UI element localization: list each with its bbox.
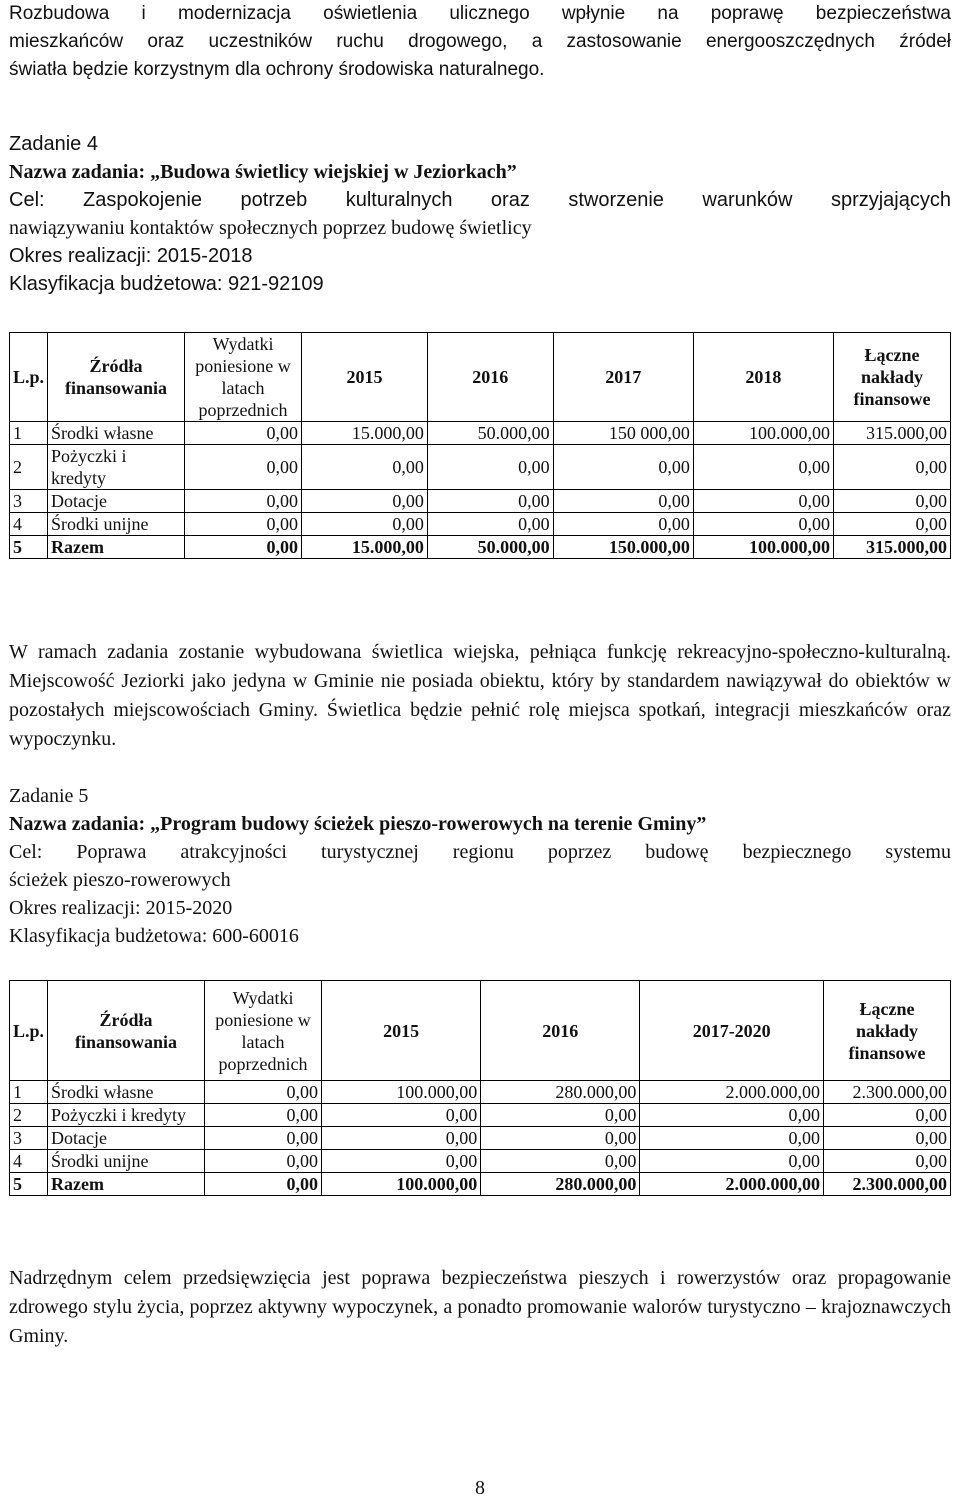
col-header: 2016: [427, 333, 553, 422]
row-source: Środki własne: [48, 422, 185, 445]
cell-value: 280.000,00: [481, 1173, 640, 1196]
task-period: Okres realizacji: 2015-2018: [9, 245, 253, 267]
cell-value: 0,00: [185, 422, 302, 445]
table-row-total: [10, 536, 951, 559]
cell-value: 0,00: [693, 445, 833, 490]
table-row: [10, 422, 951, 445]
task-goal: Cel: Zaspokojenie potrzeb kulturalnych oraz stworzenie warunków sprzyjających: [9, 189, 951, 211]
task-name: Nazwa zadania: „Program budowy ścieżek pieszo-rowerowych na terenie Gminy”: [9, 813, 707, 835]
cell-value: 150.000,00: [553, 536, 693, 559]
col-header: 2015: [322, 981, 481, 1081]
cell-value: 0,00: [302, 513, 428, 536]
row-number: 2: [10, 445, 48, 490]
cell-value: 50.000,00: [427, 422, 553, 445]
row-number: 5: [10, 536, 48, 559]
cell-value: 2.300.000,00: [824, 1081, 951, 1104]
task-classification: Klasyfikacja budżetowa: 600-60016: [9, 925, 299, 947]
task5-section: [9, 782, 951, 950]
cell-value: 0,00: [481, 1150, 640, 1173]
col-header: Łączne nakłady finansowe: [834, 333, 951, 422]
col-header: 2015: [302, 333, 428, 422]
col-header: Źródła finansowania: [48, 333, 185, 422]
row-source: Dotacje: [48, 1127, 205, 1150]
cell-value: 2.300.000,00: [824, 1173, 951, 1196]
cell-value: 0,00: [205, 1081, 322, 1104]
intro-line: mieszkańców oraz uczestników ruchu drogowego, a zastosowanie energooszczędnych źródeł: [9, 31, 951, 52]
cell-value: 0,00: [185, 490, 302, 513]
table-row: [10, 1104, 951, 1127]
col-header: L.p.: [10, 333, 48, 422]
col-header: Źródła finansowania: [48, 981, 205, 1081]
cell-value: 0,00: [640, 1150, 824, 1173]
cell-value: 0,00: [205, 1104, 322, 1127]
task-goal: nawiązywaniu kontaktów społecznych poprzez budowę świetlicy: [9, 217, 532, 239]
cell-value: 0,00: [553, 513, 693, 536]
row-number: 5: [10, 1173, 48, 1196]
cell-value: 0,00: [481, 1127, 640, 1150]
table-row: [10, 490, 951, 513]
row-number: 4: [10, 513, 48, 536]
row-number: 3: [10, 1127, 48, 1150]
intro-line: światła będzie korzystnym dla ochrony środowiska naturalnego.: [9, 59, 545, 80]
cell-value: 0,00: [427, 513, 553, 536]
task5-description: Nadrzędnym celem przedsięwzięcia jest poprawa bezpieczeństwa pieszych i rowerzystów oraz propagowanie zdrowego stylu życia, poprzez aktywny wypoczynek, a ponadto promowanie walorów turystyczno – krajoznawczych Gminy.: [9, 1267, 951, 1347]
intro-paragraph: [9, 0, 951, 84]
task-heading: Zadanie 5: [9, 785, 89, 807]
cell-value: 100.000,00: [322, 1173, 481, 1196]
row-number: 1: [10, 422, 48, 445]
col-header: 2016: [481, 981, 640, 1081]
row-source: Pożyczki i kredyty: [48, 1104, 205, 1127]
row-number: 2: [10, 1104, 48, 1127]
cell-value: 0,00: [640, 1104, 824, 1127]
task5-financing-table: [9, 980, 951, 1196]
cell-value: 0,00: [824, 1104, 951, 1127]
cell-value: 0,00: [834, 513, 951, 536]
cell-value: 50.000,00: [427, 536, 553, 559]
cell-value: 315.000,00: [834, 536, 951, 559]
cell-value: 0,00: [834, 445, 951, 490]
row-number: 3: [10, 490, 48, 513]
cell-value: 100.000,00: [322, 1081, 481, 1104]
table-row-total: [10, 1173, 951, 1196]
table-row: [10, 445, 951, 490]
row-source: Środki unijne: [48, 513, 185, 536]
cell-value: 0,00: [693, 513, 833, 536]
row-source: Razem: [48, 1173, 205, 1196]
cell-value: 15.000,00: [302, 536, 428, 559]
task-name: Nazwa zadania: „Budowa świetlicy wiejskiej w Jeziorkach”: [9, 161, 517, 183]
cell-value: 15.000,00: [302, 422, 428, 445]
col-header: Wydatki poniesione w latach poprzednich: [185, 333, 302, 422]
cell-value: 100.000,00: [693, 536, 833, 559]
intro-line: Rozbudowa i modernizacja oświetlenia ulicznego wpłynie na poprawę bezpieczeństwa: [9, 3, 951, 24]
cell-value: 0,00: [553, 445, 693, 490]
cell-value: 0,00: [427, 445, 553, 490]
cell-value: 0,00: [427, 490, 553, 513]
page-number: 8: [475, 1477, 485, 1499]
cell-value: 0,00: [824, 1150, 951, 1173]
row-source: Środki własne: [48, 1081, 205, 1104]
task-goal: ścieżek pieszo-rowerowych: [9, 869, 231, 891]
cell-value: 0,00: [205, 1150, 322, 1173]
table-row: [10, 1150, 951, 1173]
cell-value: 2.000.000,00: [640, 1081, 824, 1104]
cell-value: 315.000,00: [834, 422, 951, 445]
cell-value: 2.000.000,00: [640, 1173, 824, 1196]
table-row: [10, 1127, 951, 1150]
cell-value: 0,00: [205, 1173, 322, 1196]
cell-value: 280.000,00: [481, 1081, 640, 1104]
col-header: Wydatki poniesione w latach poprzednich: [205, 981, 322, 1081]
cell-value: 0,00: [185, 445, 302, 490]
col-header: 2018: [693, 333, 833, 422]
task-heading: Zadanie 4: [9, 133, 98, 155]
cell-value: 0,00: [481, 1104, 640, 1127]
cell-value: 0,00: [824, 1127, 951, 1150]
row-number: 4: [10, 1150, 48, 1173]
cell-value: 0,00: [322, 1150, 481, 1173]
task-goal: Cel: Poprawa atrakcyjności turystycznej regionu poprzez budowę bezpiecznego systemu: [9, 841, 951, 863]
col-header: 2017: [553, 333, 693, 422]
row-number: 1: [10, 1081, 48, 1104]
cell-value: 0,00: [322, 1127, 481, 1150]
row-source: Środki unijne: [48, 1150, 205, 1173]
col-header: 2017-2020: [640, 981, 824, 1081]
col-header: L.p.: [10, 981, 48, 1081]
task4-section: [9, 130, 951, 298]
cell-value: 0,00: [693, 490, 833, 513]
task-period: Okres realizacji: 2015-2020: [9, 897, 233, 919]
row-source: Razem: [48, 536, 185, 559]
table-row: [10, 513, 951, 536]
row-source: Pożyczki i kredyty: [48, 445, 185, 490]
cell-value: 0,00: [322, 1104, 481, 1127]
cell-value: 150 000,00: [553, 422, 693, 445]
cell-value: 0,00: [302, 445, 428, 490]
cell-value: 0,00: [185, 513, 302, 536]
task4-description: W ramach zadania zostanie wybudowana świetlica wiejska, pełniąca funkcję rekreacyjno-społeczno-kulturalną. Miejscowość Jeziorki jako jedyna w Gminie nie posiada obiektu, który by standardem nawiązywał do obiektów w pozostałych miejscowościach Gminy. Świetlica będzie pełnić rolę miejsca spotkań, integracji mieszkańców oraz wypoczynku.: [9, 641, 951, 750]
cell-value: 0,00: [205, 1127, 322, 1150]
cell-value: 0,00: [553, 490, 693, 513]
cell-value: 0,00: [834, 490, 951, 513]
cell-value: 0,00: [302, 490, 428, 513]
cell-value: 0,00: [640, 1127, 824, 1150]
task4-financing-table: [9, 332, 951, 559]
table-row: [10, 1081, 951, 1104]
cell-value: 100.000,00: [693, 422, 833, 445]
task-classification: Klasyfikacja budżetowa: 921-92109: [9, 273, 324, 295]
row-source: Dotacje: [48, 490, 185, 513]
col-header: Łączne nakłady finansowe: [824, 981, 951, 1081]
cell-value: 0,00: [185, 536, 302, 559]
